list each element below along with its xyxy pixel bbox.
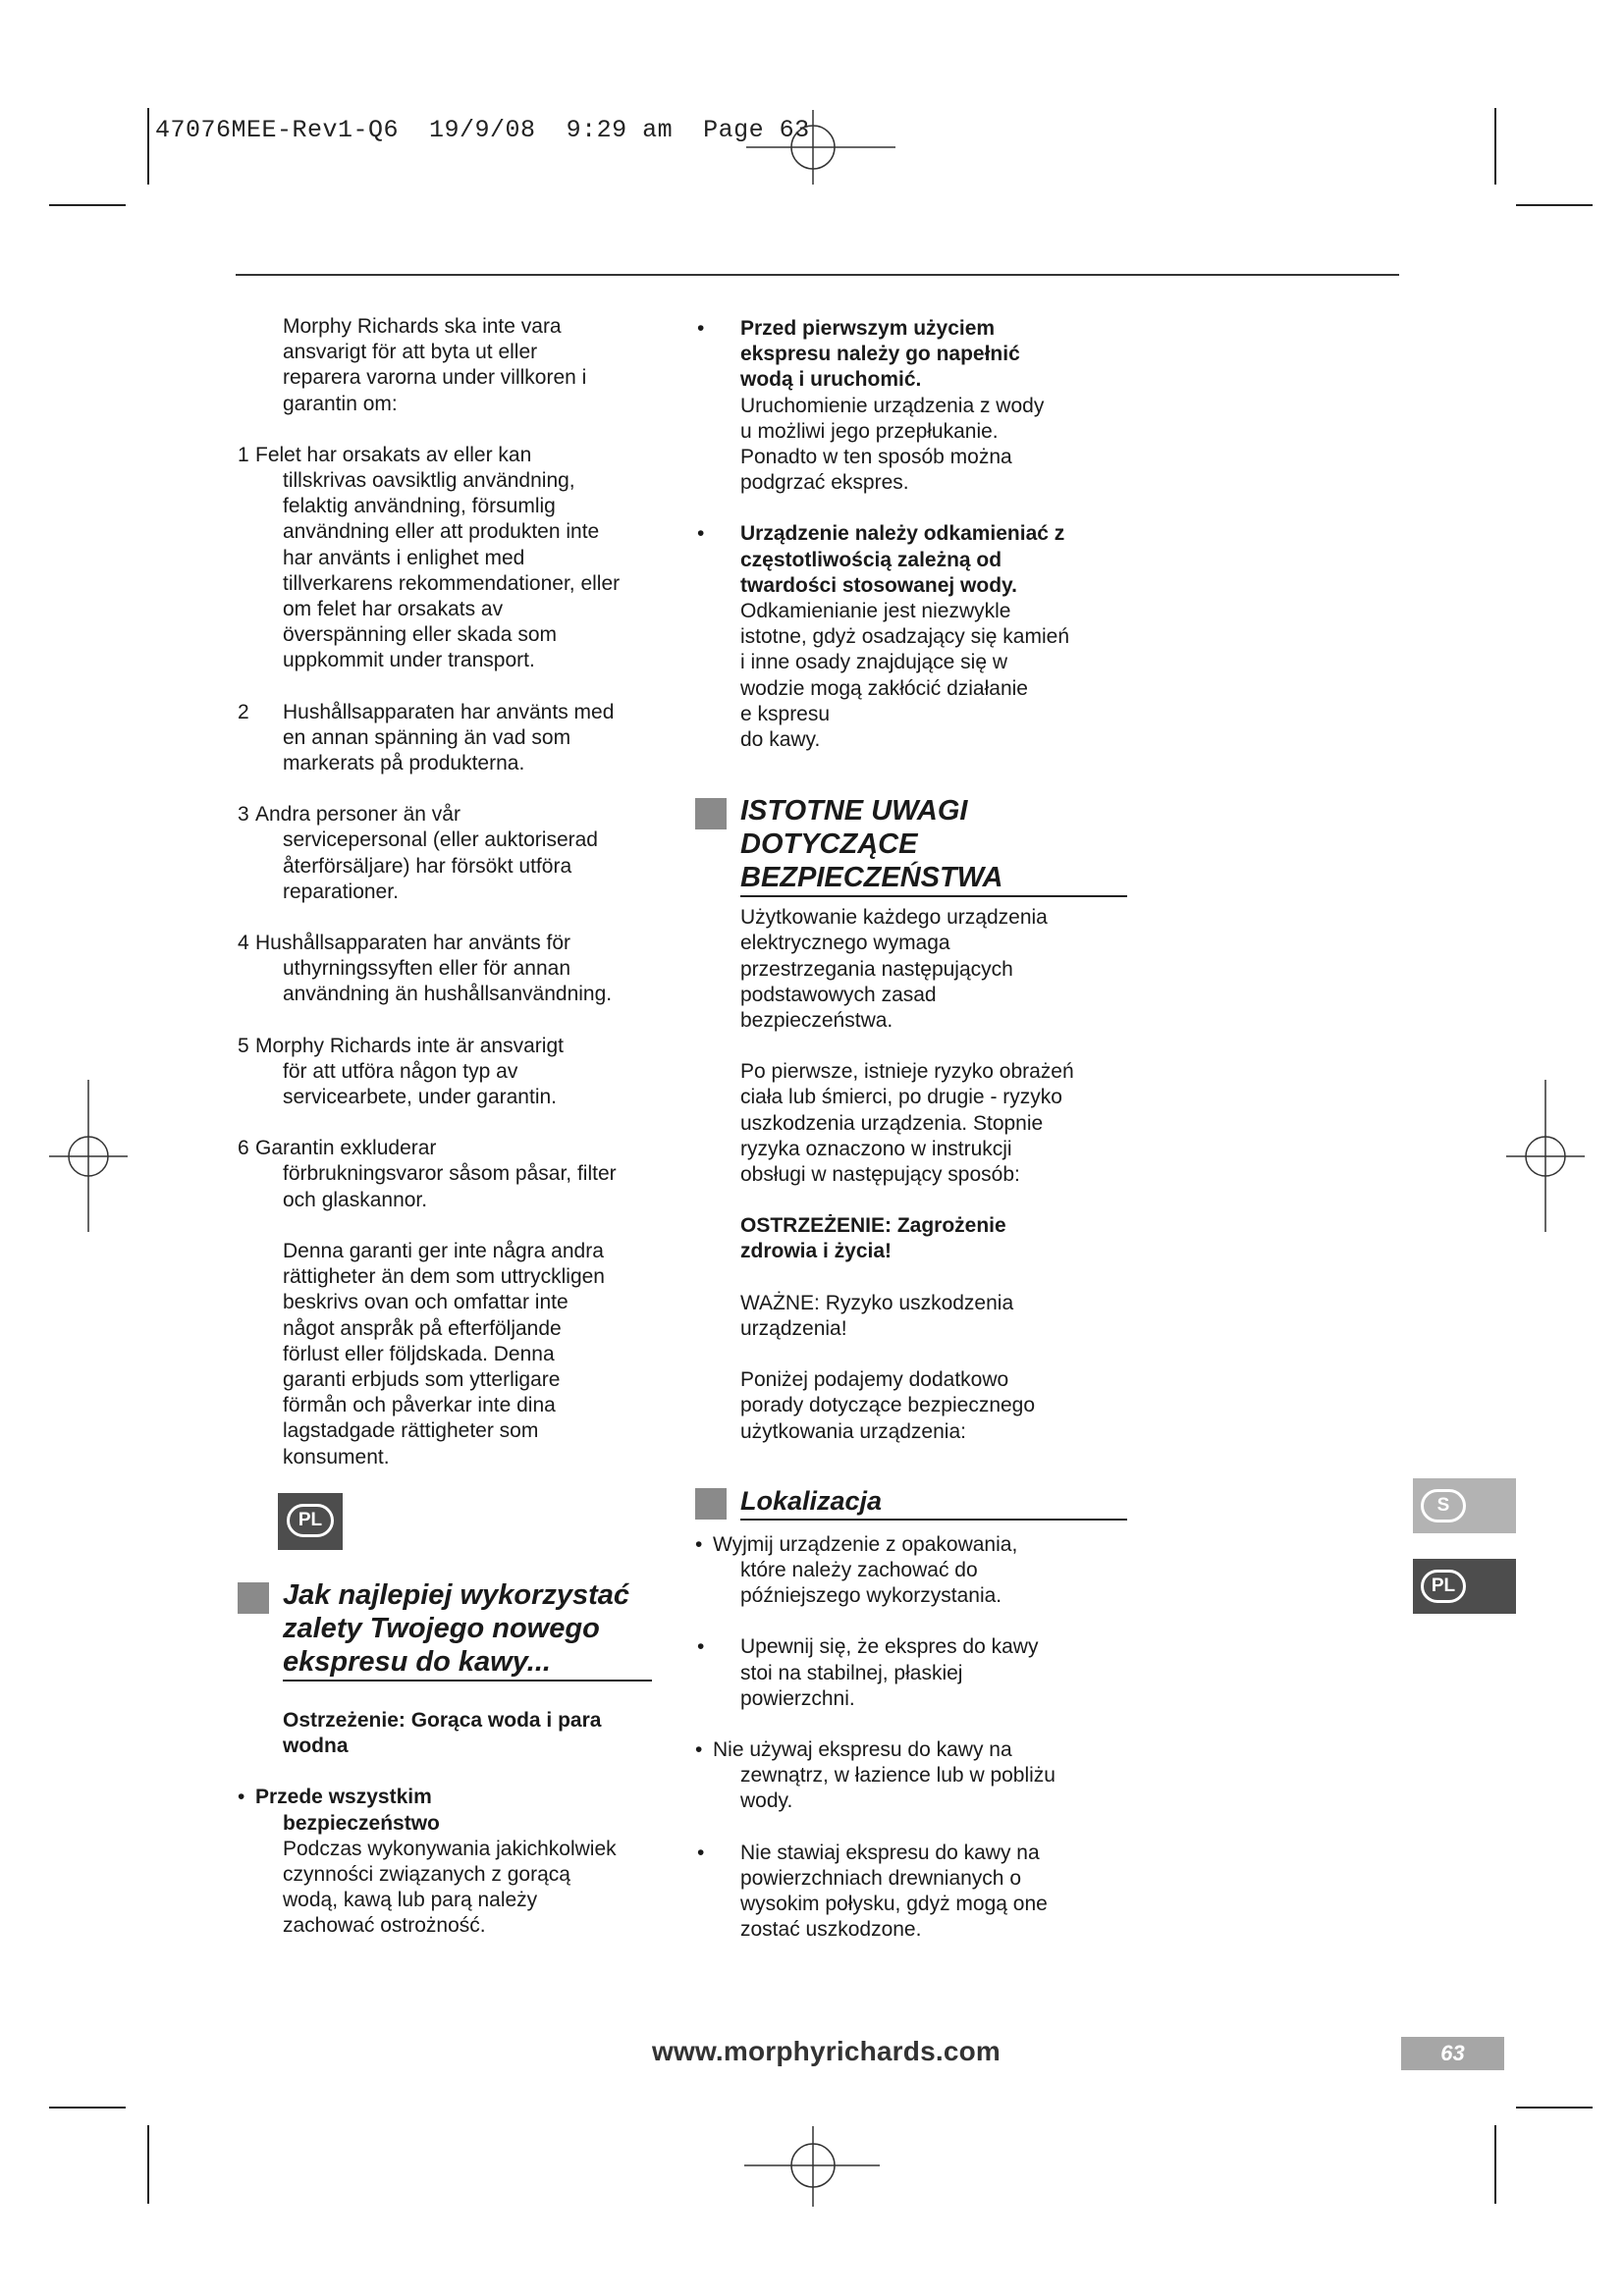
safety-intro: Użytkowanie każdego urządzenia elektrycznego wymaga przestrzegania następujących podstawowych zasad bezpieczeństwa. — [740, 906, 1048, 1033]
hot-water-warning: Ostrzeżenie: Gorąca woda i para wodna — [283, 1709, 602, 1758]
tab-pl-label: PL — [1421, 1570, 1466, 1603]
language-tab-pl[interactable] — [1413, 1559, 1516, 1614]
left-section: Jak najlepiej wykorzystać zalety Twojego nowego ekspresu do kawy... Ostrzeżenie: Gorąca woda i para wodna • Przede wszystkim bezpieczeństwo Podczas wykonywania jakichkolwiek czynności związanych z gorącą wodą, kawą lub parą należy zachować ostrożność. — [238, 1578, 652, 1940]
location-item-2: • Upewnij się, że ekspres do kawy stoi na stabilnej, płaskiej powierzchni. — [697, 1635, 1039, 1710]
section-heading-location: Lokalizacja — [695, 1484, 1127, 1518]
section-heading-usage: Jak najlepiej wykorzystać zalety Twojego nowego ekspresu do kawy... — [238, 1578, 652, 1679]
heading-square-icon — [238, 1582, 269, 1614]
top-rule — [236, 274, 1399, 276]
location-item-3: • Nie używaj ekspresu do kawy na zewnątrz, w łazience lub w pobliżu wody. — [695, 1737, 1056, 1813]
danger-warning: OSTRZEŻENIE: Zagrożenie zdrowia i życia! — [740, 1214, 1006, 1263]
warranty-item-4: 4 Hushållsapparaten har använts för uthyrningssyften eller för annan användning än hushållsanvändning. — [238, 932, 613, 1006]
warranty-item-6: 6 Garantin exkluderar förbrukningsvaror såsom påsar, filter och glaskannor. — [238, 1137, 617, 1211]
page-number: 63 — [1401, 2037, 1504, 2070]
warranty-item-3: 3 Andra personer än vår servicepersonal (eller auktoriserad återförsäljare) har försökt utföra reparationer. — [238, 803, 598, 903]
risk-levels: Po pierwsze, istnieje ryzyko obrażeń ciała lub śmierci, po drugie - ryzyko uszkodzenia urządzenia. Stopnie ryzyka oznaczono w instrukcji obsługi w następujący sposób: — [740, 1060, 1074, 1187]
heading-square-icon — [695, 1488, 727, 1520]
additional-advice: Poniżej podajemy dodatkowo porady dotyczące bezpiecznego użytkowania urządzenia: — [740, 1368, 1036, 1443]
right-column — [695, 316, 1127, 1943]
warranty-note: Denna garanti ger inte några andra rättigheter än dem som uttryckligen beskrivs ovan och omfattar inte något anspråk på efterföljande förlust eller följdskada. Denna garanti erbjuds som ytterligare förmån och påverkar inte dina lagstadgade rättigheter som konsument. — [283, 1239, 605, 1468]
language-tab-s[interactable] — [1413, 1478, 1516, 1533]
warranty-item-5: 5 Morphy Richards inte är ansvarigt för att utföra någon typ av servicearbete, under garantin. — [238, 1034, 564, 1109]
pl-badge-label: PL — [287, 1504, 334, 1537]
location-item-1: • Wyjmij urządzenie z opakowania, które należy zachować do późniejszego wykorzystania. — [695, 1532, 1018, 1608]
left-column — [238, 314, 670, 1470]
website-url: www.morphyrichards.com — [652, 2036, 1001, 2066]
tab-s-label: S — [1421, 1489, 1466, 1522]
section-heading-safety: ISTOTNE UWAGI DOTYCZĄCE BEZPIECZEŃSTWA — [695, 794, 1127, 894]
safety-bullet: • Przede wszystkim — [238, 1786, 432, 1809]
warranty-item-1: 1 Felet har orsakats av eller kan tillskrivas oavsiktlig användning, felaktig användning, försumlig användning eller att produkten inte har använts i enlighet med tillverkarens rekommendationer, eller om felet har orsakats av överspänning eller skada som uppkommit under transport. — [238, 443, 621, 672]
location-item-4: • Nie stawiaj ekspresu do kawy na powierzchniach drewnianych o wysokim połysku, gdyż mogą one zostać uszkodzone. — [697, 1841, 1048, 1942]
heading-square-icon — [695, 798, 727, 829]
descaling-bullet: • Urządzenie należy odkamieniać z częstotliwością zależną od twardości stosowanej wody. Odkamienianie jest niezwykle istotne, gdyż osadzający się kamień i inne osady znajdujące się w wodzie mogą zakłócić działanie e kspresu do kawy. — [697, 522, 1070, 752]
print-header: 47076MEE-Rev1-Q6 19/9/08 9:29 am Page 63 — [155, 116, 810, 144]
warranty-item-2: 2 Hushållsapparaten har använts med en annan spänning än vad som markerats på produkterna. — [238, 700, 615, 775]
important-notice: WAŻNE: Ryzyko uszkodzenia urządzenia! — [740, 1291, 1014, 1340]
pl-language-badge — [278, 1493, 343, 1550]
warranty-intro: Morphy Richards ska inte vara ansvarigt för att byta ut eller reparera varorna under villkoren i garantin om: — [283, 315, 587, 415]
first-use-bullet: • Przed pierwszym użyciem ekspresu należy go napełnić wodą i uruchomić. Uruchomienie urządzenia z wody u możliwi jego przepłukanie. Ponadto w ten sposób można podgrzać ekspres. — [697, 317, 1045, 495]
